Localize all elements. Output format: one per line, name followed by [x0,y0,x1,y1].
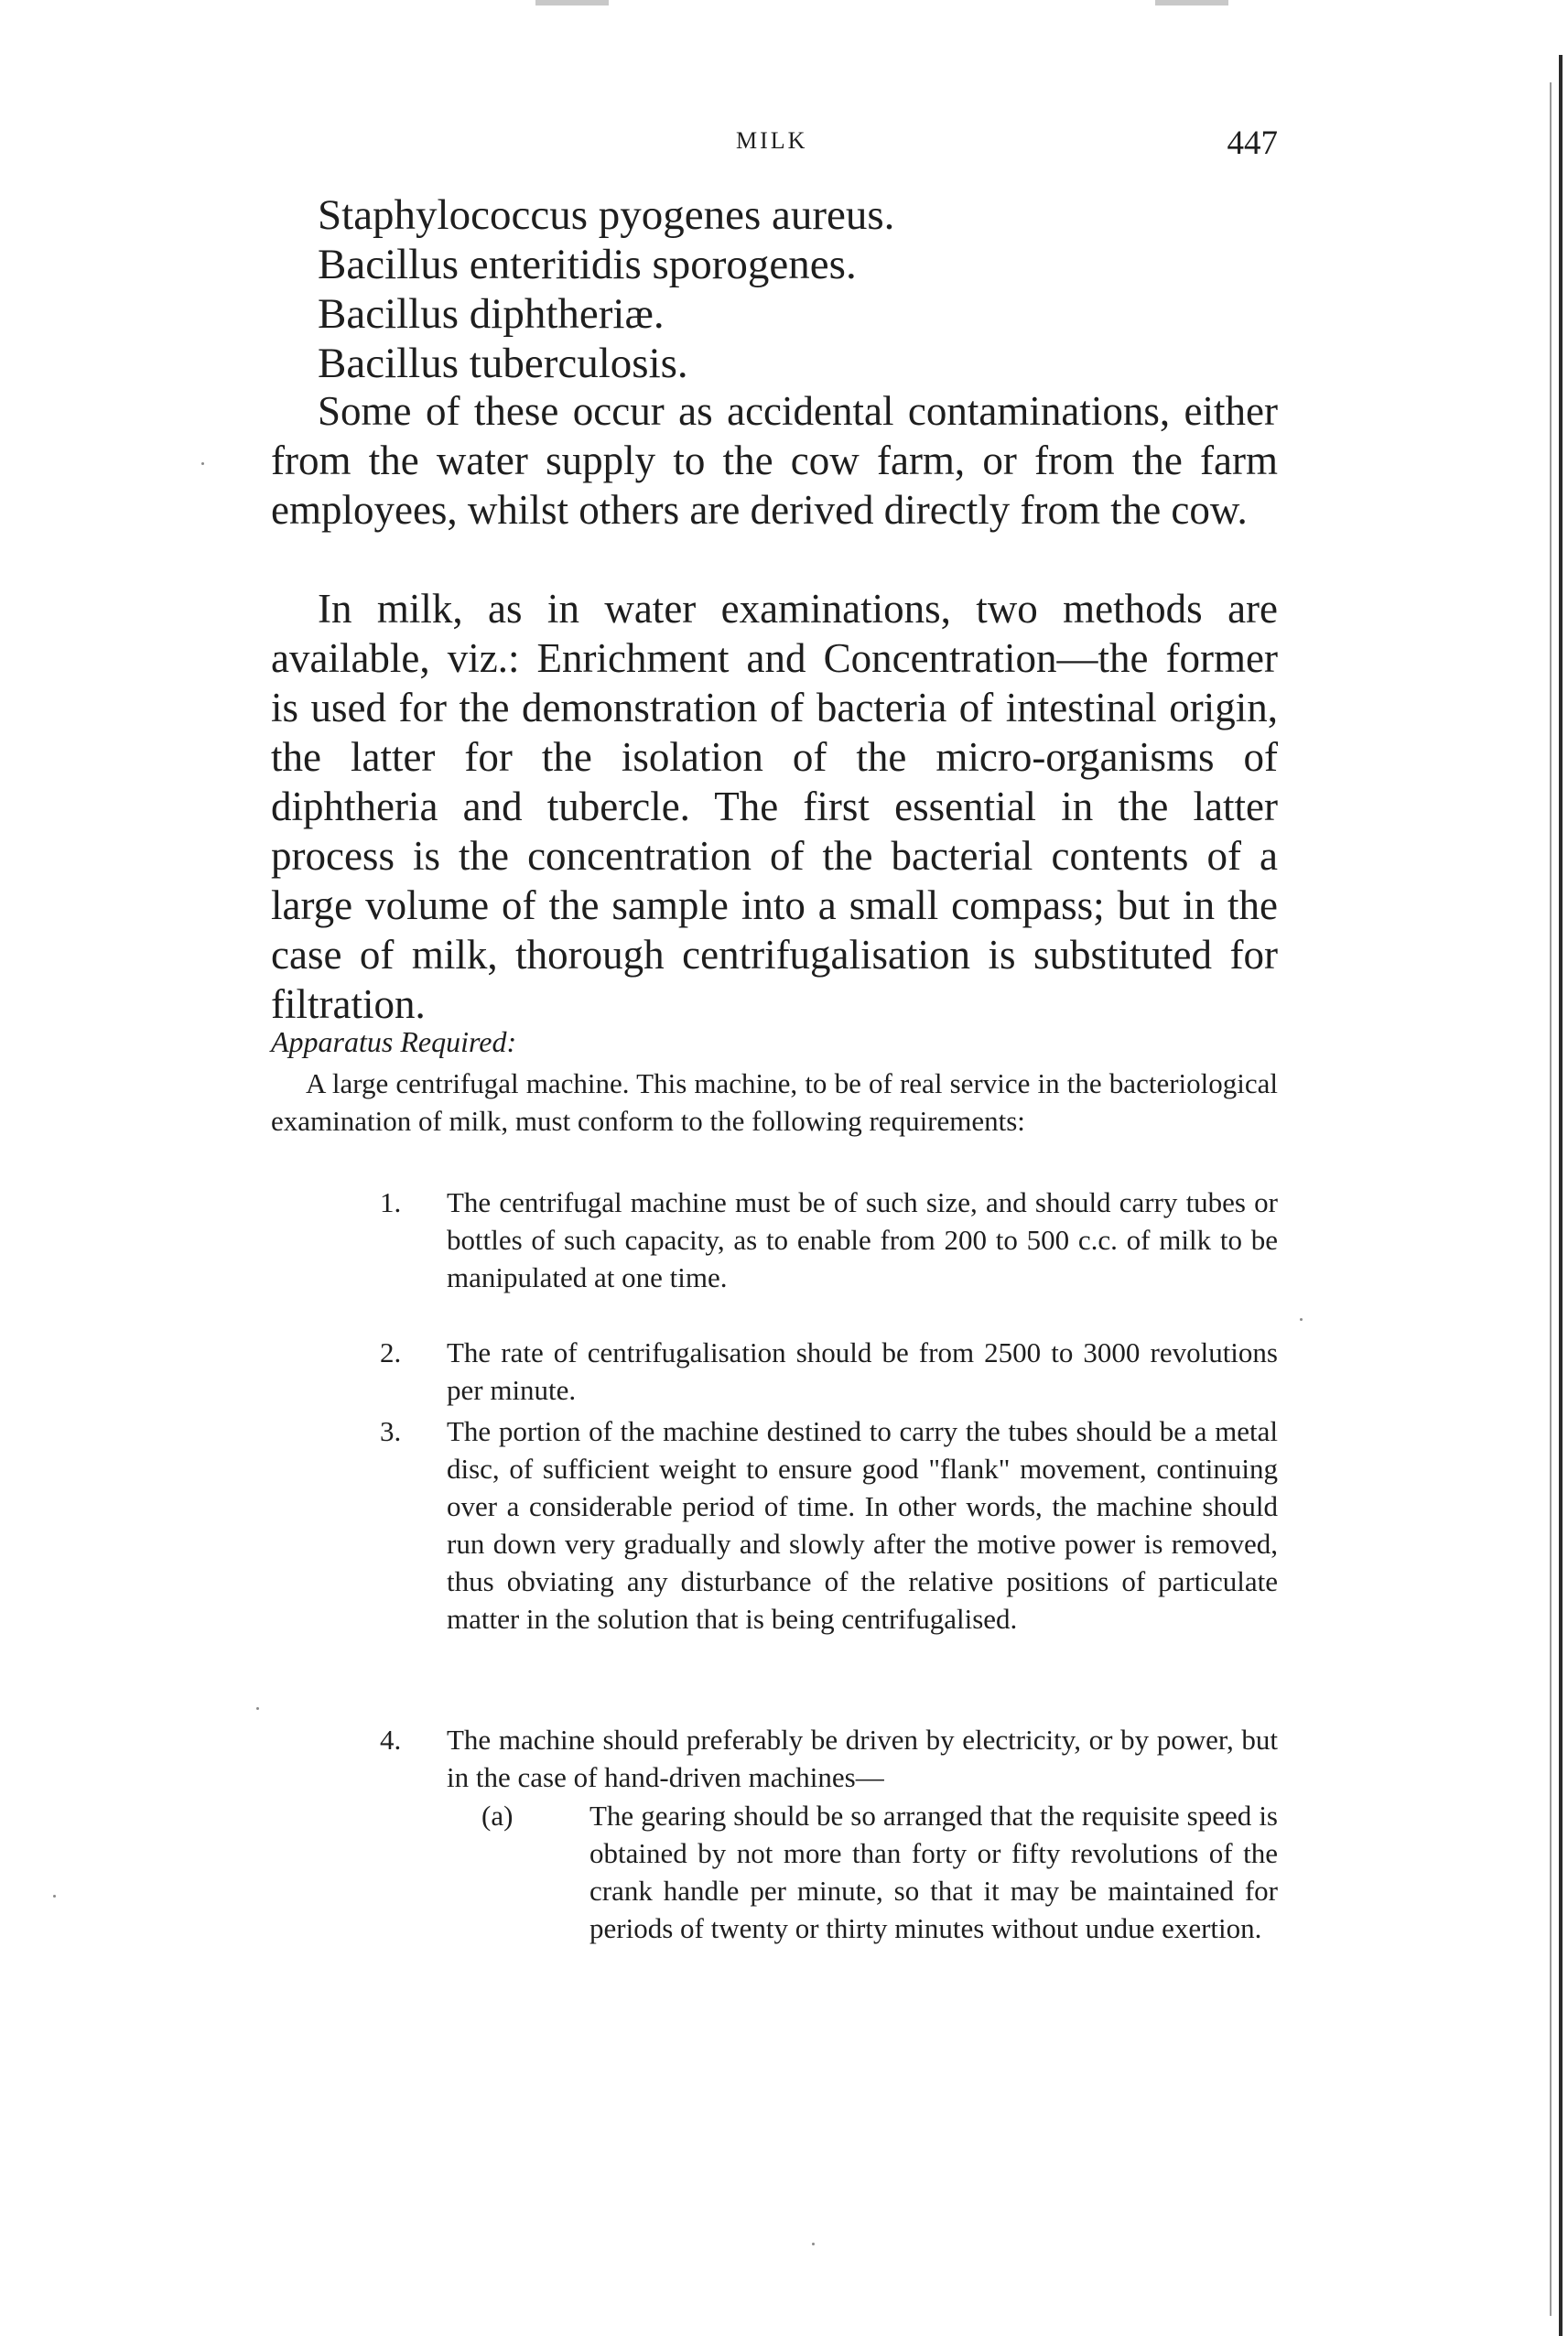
scan-speck [1300,1318,1303,1321]
page-edge-line [1550,82,1552,2316]
requirement-text: The machine should preferably be driven by electricity, or by power, but in the case of hand-driven machines— [447,1724,1278,1793]
requirement-number: 2. [380,1336,402,1368]
apparatus-intro [271,1065,1278,1140]
requirement-item [380,1334,1278,1409]
page-number: 447 [1227,124,1278,162]
scan-artifact [535,0,609,5]
subitem-text: The gearing should be so arranged that the requisite speed is obtained by not more than forty or fifty revolutions of the crank handle per minute, so that it may be maintained for periods of twenty or thirty minutes without undue exertion. [589,1800,1278,1944]
paragraph-text: Some of these occur as accidental contaminations, either from the water supply to the cow farm, or from the farm employees, whilst others are derived directly from the cow. [271,388,1278,533]
organism-item: Bacillus tuberculosis. [318,340,688,387]
running-head [271,124,1278,164]
running-title: MILK [736,127,808,154]
requirement-item [380,1412,1278,1638]
organism-item: Bacillus enteritidis sporogenes. [318,241,857,288]
requirement-number: 1. [380,1186,402,1218]
scan-speck [256,1707,259,1710]
paragraph-contaminations [271,386,1278,535]
subitem-letter: (a) [481,1800,514,1832]
organism-item: Staphylococcus pyogenes aureus. [318,191,895,239]
apparatus-intro-text: A large centrifugal machine. This machine, to be of real service in the bacteriological examination of milk, must conform to the following requirements: [271,1067,1278,1137]
requirement-number: 4. [380,1724,402,1756]
requirement-text: The centrifugal machine must be of such size, and should carry tubes or bottles of such capacity, as to enable from 200 to 500 c.c. of milk to be manipulated at one time. [447,1186,1278,1293]
organism-item: Bacillus diphtheriæ. [318,290,665,338]
organism-list [318,190,894,388]
apparatus-heading: Apparatus Required: [271,1025,517,1058]
paragraph-methods [271,584,1278,1029]
requirement-subitem [481,1797,1278,1947]
requirement-item [380,1184,1278,1296]
page-edge-line [1559,55,1563,2336]
scan-speck [812,2243,815,2245]
requirement-number: 3. [380,1415,402,1447]
requirement-text: The portion of the machine destined to carry the tubes should be a metal disc, of sufficient weight to ensure good "flank" movement, continuing over a considerable period of time. In other words, the machine should run down very gradually and slowly after the motive power is removed, thus obviating any disturbance of the relative positions of particulate matter in the solution that is being centrifugalised. [447,1415,1278,1635]
scan-artifact [1155,0,1228,5]
scan-speck [201,462,204,465]
scan-speck [53,1895,56,1898]
paragraph-text: In milk, as in water examinations, two methods are available, viz.: Enrichment and Concentration—the former is used for the demonstration of bacteria of intestinal origin, the latter for the isolation of the micro-organisms of diphtheria and tubercle. The first essential in the latter process is the concentration of the bacterial contents of a large volume of the sample into a small compass; but in the case of milk, thorough centrifugalisation is substituted for filtration. [271,586,1278,1027]
requirement-item [380,1721,1278,1796]
requirement-text: The rate of centrifugalisation should be from 2500 to 3000 revolutions per minute. [447,1336,1278,1406]
